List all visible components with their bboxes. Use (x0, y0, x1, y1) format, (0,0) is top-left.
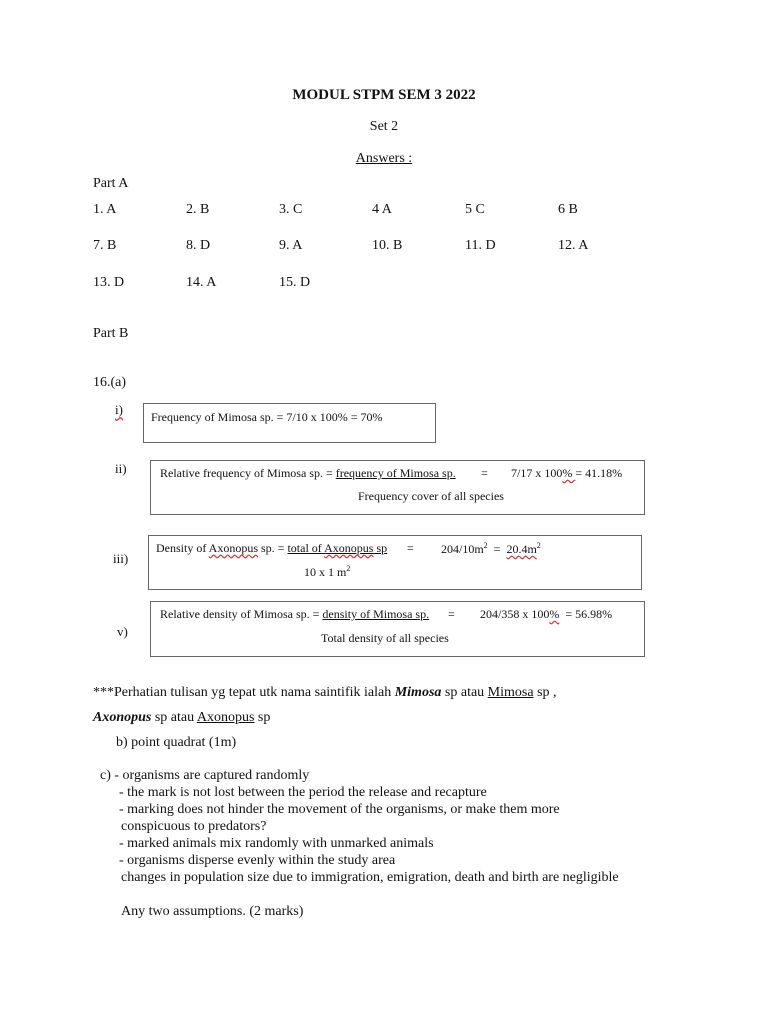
answer-item: 11. D (465, 238, 496, 253)
answer-c-line: - marking does not hinder the movement of the organisms, or make them more (119, 802, 560, 817)
answer-item: 13. D (93, 275, 125, 290)
d-p2: Axonopus (208, 541, 259, 555)
rd-prefix: Relative density of Mimosa sp. = (160, 607, 323, 621)
d-numerator (287, 541, 387, 555)
answer-item: 3. C (279, 202, 303, 217)
answer-c-line: - the mark is not lost between the period the release and recapture (119, 785, 487, 800)
note-line2-b: sp atau (151, 710, 197, 725)
d-calc-a: 204/10m (441, 542, 484, 556)
d-calc-sep: = (487, 542, 507, 556)
answer-item: 14. A (186, 275, 217, 290)
answer-item: 9. A (279, 238, 303, 253)
d-calc (441, 541, 541, 557)
rd-denominator: Total density of all species (321, 631, 449, 645)
rf-calc (511, 466, 622, 481)
answer-b: b) point quadrat (1m) (116, 735, 237, 750)
frequency-formula: Frequency of Mimosa sp. = 7/10 x 100% = 70% (151, 410, 383, 424)
answers-heading-text: Answers : (355, 151, 413, 166)
rf-denominator: Frequency cover of all species (358, 489, 504, 503)
frequency-box (143, 403, 436, 443)
rf-prefix: Relative frequency of Mimosa sp. = (160, 466, 336, 480)
note-line2-c: Axonopus (196, 710, 255, 725)
scientific-name-note-line2 (93, 710, 270, 726)
d-calc-b-sup: 2 (536, 541, 541, 550)
note-line2-a: Axonopus (93, 710, 152, 725)
answer-c-summary: Any two assumptions. (2 marks) (121, 904, 304, 919)
question-16a-label: 16.(a) (93, 375, 127, 390)
rd-equals: = (448, 607, 455, 621)
d-denominator (304, 564, 350, 580)
item-v-label: v) (117, 624, 128, 639)
answer-c-line: conspicuous to predators? (121, 819, 267, 834)
item-iii-label: iii) (113, 551, 129, 566)
d-denominator-text: 10 x 1 m (304, 565, 347, 579)
d-p3: sp. = (258, 541, 288, 555)
answer-item: 7. B (93, 238, 117, 253)
relative-frequency-formula (160, 466, 456, 481)
answer-item: 2. B (186, 202, 210, 217)
rd-calc (480, 607, 612, 622)
d-p1: Density of (156, 541, 209, 555)
answers-heading (0, 151, 768, 167)
d-calc-sup: 2 (483, 541, 488, 550)
note-p4: Mimosa (487, 685, 534, 700)
relative-frequency-box (150, 460, 645, 515)
answer-item: 1. A (93, 202, 117, 217)
answer-item: 15. D (279, 275, 311, 290)
d-p6: sp (373, 541, 388, 555)
item-i-label (115, 402, 123, 418)
answer-item: 8. D (186, 238, 211, 253)
rf-equals: = (481, 466, 488, 480)
scientific-name-note (93, 685, 557, 701)
rd-numerator: density of Mimosa sp. (322, 607, 430, 621)
answer-c-line: - marked animals mix randomly with unmarked animals (119, 836, 434, 851)
item-i-label-text: i) (115, 402, 123, 417)
density-box (148, 535, 642, 590)
answer-c-line: changes in population size due to immigration, emigration, death and birth are negligible (121, 870, 619, 885)
rd-calc-c: = 56.98% (559, 607, 613, 621)
answer-item: 12. A (558, 238, 589, 253)
note-line2-d: sp (254, 710, 271, 725)
set-label: Set 2 (369, 119, 399, 134)
note-p1: ***Perhatian tulisan yg tepat utk nama saintifik ialah (93, 685, 395, 700)
note-p3: sp atau (441, 685, 488, 700)
part-a-label: Part A (93, 176, 129, 191)
relative-density-formula (160, 607, 429, 622)
rf-calc-b: % (562, 466, 576, 480)
note-p5: sp , (533, 685, 557, 700)
relative-density-box (150, 601, 645, 657)
answer-item: 6 B (558, 202, 578, 217)
document-title: MODUL STPM SEM 3 2022 (292, 87, 476, 103)
rf-calc-c: = 41.18% (575, 466, 623, 480)
d-denom-sup: 2 (346, 564, 351, 573)
d-equals: = (407, 541, 414, 555)
d-p5: Axonopus (324, 541, 374, 555)
answer-item: 5 C (465, 202, 485, 217)
rd-calc-b: % (549, 607, 560, 621)
part-b-label: Part B (93, 326, 129, 341)
answer-c-list (100, 767, 619, 886)
d-p4: total of (287, 541, 325, 555)
answer-c-line: c) - organisms are captured randomly (100, 768, 310, 783)
note-p2: Mimosa (394, 685, 442, 700)
item-ii-label: ii) (115, 461, 127, 476)
d-calc-b: 20.4m (506, 542, 537, 556)
rf-calc-a: 7/17 x 100 (511, 466, 563, 480)
answer-item: 10. B (372, 238, 403, 253)
answer-item: 4 A (372, 202, 392, 217)
rf-numerator: frequency of Mimosa sp. (335, 466, 456, 480)
density-formula (156, 541, 387, 556)
answer-c-line: - organisms disperse evenly within the study area (119, 853, 396, 868)
rd-calc-a: 204/358 x 100 (480, 607, 550, 621)
